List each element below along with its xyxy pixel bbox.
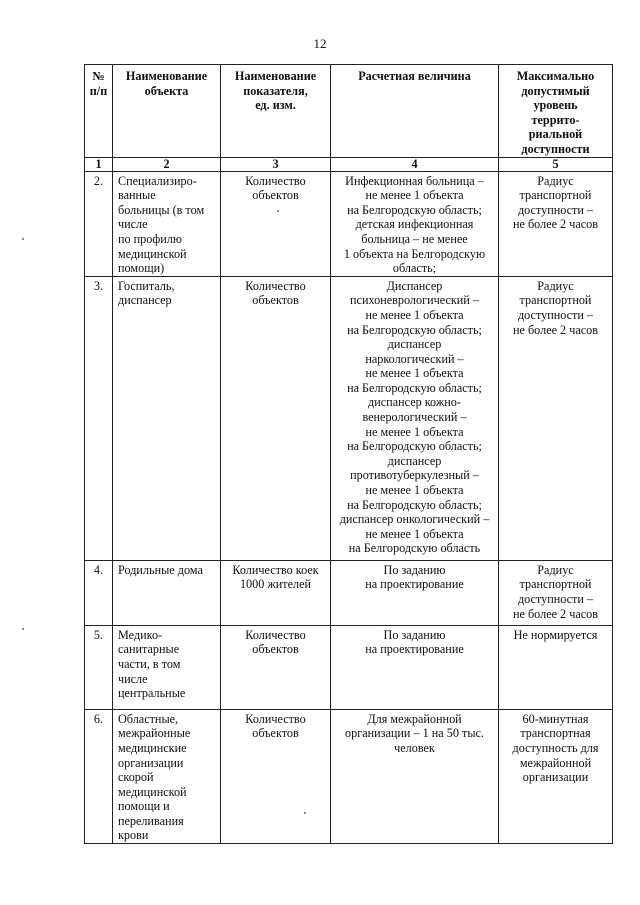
value-cell: По заданию на проектирование xyxy=(331,625,499,709)
scan-speck xyxy=(277,210,279,212)
access-cell: 60-минутная транспортная доступность для межрайонной организации xyxy=(499,709,613,843)
column-number: 1 xyxy=(85,157,113,171)
table-row xyxy=(85,276,613,560)
column-number: 5 xyxy=(499,157,613,171)
scan-speck xyxy=(304,812,306,814)
row-number: 6. xyxy=(85,709,113,843)
table-row xyxy=(85,560,613,625)
table-row xyxy=(85,625,613,709)
indicator-cell: Количество объектов xyxy=(221,171,331,276)
object-cell: Областные, межрайонные медицинские организации скорой медицинской помощи и переливания крови xyxy=(113,709,221,843)
header-row xyxy=(85,65,613,158)
table-row xyxy=(85,171,613,276)
object-cell: Родильные дома xyxy=(113,560,221,625)
table-row xyxy=(85,709,613,843)
value-cell: Для межрайонной организации – 1 на 50 тыс. человек xyxy=(331,709,499,843)
indicator-cell: Количество объектов xyxy=(221,625,331,709)
header-cell-access: Максимально допустимый уровень террито- риальной доступности xyxy=(499,65,613,158)
row-number: 4. xyxy=(85,560,113,625)
access-cell: Радиус транспортной доступности – не более 2 часов xyxy=(499,560,613,625)
object-cell: Специализиро- ванные больницы (в том числе по профилю медицинской помощи) xyxy=(113,171,221,276)
object-cell: Госпиталь, диспансер xyxy=(113,276,221,560)
page-number: 12 xyxy=(313,36,327,51)
column-number-row xyxy=(85,157,613,171)
value-cell: Инфекционная больница – не менее 1 объекта на Белгородскую область; детская инфекционная больница – не менее 1 объекта на Белгородскую область; xyxy=(331,171,499,276)
scan-speck xyxy=(22,628,24,630)
scan-speck xyxy=(22,238,24,240)
access-cell: Радиус транспортной доступности – не более 2 часов xyxy=(499,171,613,276)
column-number: 3 xyxy=(221,157,331,171)
indicator-cell: Количество объектов xyxy=(221,276,331,560)
column-number: 2 xyxy=(113,157,221,171)
object-cell: Медико- санитарные части, в том числе центральные xyxy=(113,625,221,709)
header-cell-number: № п/п xyxy=(85,65,113,158)
row-number: 3. xyxy=(85,276,113,560)
indicator-cell: Количество коек 1000 жителей xyxy=(221,560,331,625)
row-number: 2. xyxy=(85,171,113,276)
header-cell-object: Наименование объекта xyxy=(113,65,221,158)
row-number: 5. xyxy=(85,625,113,709)
header-cell-indicator: Наименование показателя, ед. изм. xyxy=(221,65,331,158)
column-number: 4 xyxy=(331,157,499,171)
indicator-cell: Количество объектов xyxy=(221,709,331,843)
access-cell: Не нормируется xyxy=(499,625,613,709)
standards-table xyxy=(84,64,613,844)
header-cell-value: Расчетная величина xyxy=(331,65,499,158)
access-cell: Радиус транспортной доступности – не более 2 часов xyxy=(499,276,613,560)
value-cell: По заданию на проектирование xyxy=(331,560,499,625)
value-cell: Диспансер психоневрологический – не менее 1 объекта на Белгородскую область; диспансер наркологический – не менее 1 объекта на Белгородскую область; диспансер кожно- венерологический – не менее 1 объекта на Белгородскую область; диспансер противотуберкулезный – не менее 1 объекта на Белгородскую область; диспансер онкологический – не менее 1 объекта на Белгородскую область xyxy=(331,276,499,560)
